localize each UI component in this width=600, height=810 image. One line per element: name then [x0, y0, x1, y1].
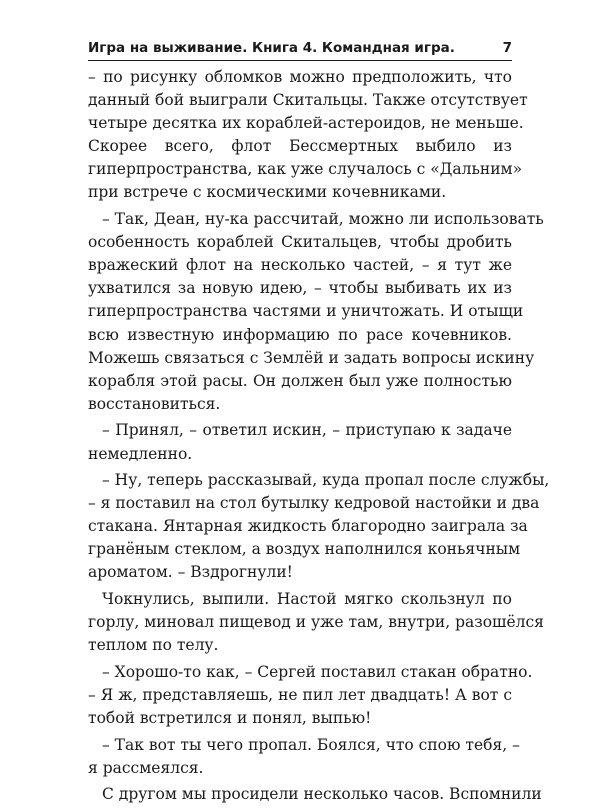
text-line: всю известную информацию по расе кочевников.	[88, 325, 512, 344]
header-rule	[88, 60, 512, 61]
text-line: тобой встретился и понял, выпью!	[88, 709, 372, 728]
running-header	[88, 34, 512, 56]
text-line: – Так, Деан, ну-ка рассчитай, можно ли использовать	[102, 210, 544, 229]
paragraph	[88, 783, 542, 806]
text-line: немедленно.	[88, 444, 193, 463]
paragraph	[88, 588, 544, 657]
paragraph	[88, 661, 533, 730]
text-line: гиперпространства, как уже случалось с «Дальним»	[88, 160, 523, 179]
text-line: горлу, миновал пищевод и уже там, внутри, разошёлся	[88, 613, 544, 632]
text-line: теплом по телу.	[88, 636, 219, 655]
text-line: особенность кораблей Скитальцев, чтобы дробить	[88, 233, 512, 252]
running-header-title: Игра на выживание. Книга 4. Командная игра.	[88, 40, 455, 56]
text-line: стакана. Янтарная жидкость благородно заиграла за	[88, 517, 528, 536]
text-line: гранёным стеклом, а воздух наполнился коньячным	[88, 540, 521, 559]
paragraph	[88, 469, 550, 584]
text-line: при встрече с космическими кочевниками.	[88, 183, 447, 202]
text-line: – по рисунку обломков можно предположить, что	[88, 68, 512, 86]
text-line: данный бой выиграли Скитальцы. Также отсутствует	[88, 91, 528, 110]
paragraph	[88, 734, 520, 780]
text-line: гиперпространства частями и уничтожать. И отыщи	[88, 302, 524, 321]
text-line: я рассмеялся.	[88, 758, 204, 777]
text-line: – Так вот ты чего пропал. Боялся, что спою тебя, –	[102, 735, 520, 754]
text-line: корабля этой расы. Он должен был уже полностью	[88, 371, 512, 390]
text-line: четыре десятка их кораблей-астероидов, не меньше.	[88, 114, 524, 133]
text-line: ароматом. – Вздрогнули!	[88, 563, 293, 582]
text-line: Скорее всего, флот Бессмертных выбило из	[88, 137, 512, 156]
text-line: – я поставил на стол бутылку кедровой настойки и два	[88, 494, 540, 513]
text-line: восстановиться.	[88, 394, 221, 413]
text-line: ухватился за новую идею, – чтобы выбивать их из	[88, 279, 512, 298]
text-line: – Ну, теперь рассказывай, куда пропал после службы,	[102, 471, 550, 490]
page-number: 7	[502, 40, 512, 56]
text-line: – Принял, – ответил искин, – приступаю к задаче	[102, 421, 512, 440]
text-line: С другом мы просидели несколько часов. Вспомнили	[102, 785, 542, 804]
paragraph	[88, 208, 544, 416]
text-line: Можешь связаться с Землёй и задать вопросы искину	[88, 348, 535, 367]
paragraph	[88, 66, 528, 205]
text-line: вражеский флот на несколько частей, – я тут же	[88, 256, 512, 275]
paragraph	[88, 419, 512, 465]
text-line: – Я ж, представляешь, не пил лет двадцать! А вот с	[88, 685, 512, 704]
text-line: – Хорошо-то как, – Сергей поставил стакан обратно.	[102, 662, 533, 681]
body-text	[88, 66, 550, 810]
text-line: Чокнулись, выпили. Настой мягко скользнул по	[102, 590, 512, 609]
